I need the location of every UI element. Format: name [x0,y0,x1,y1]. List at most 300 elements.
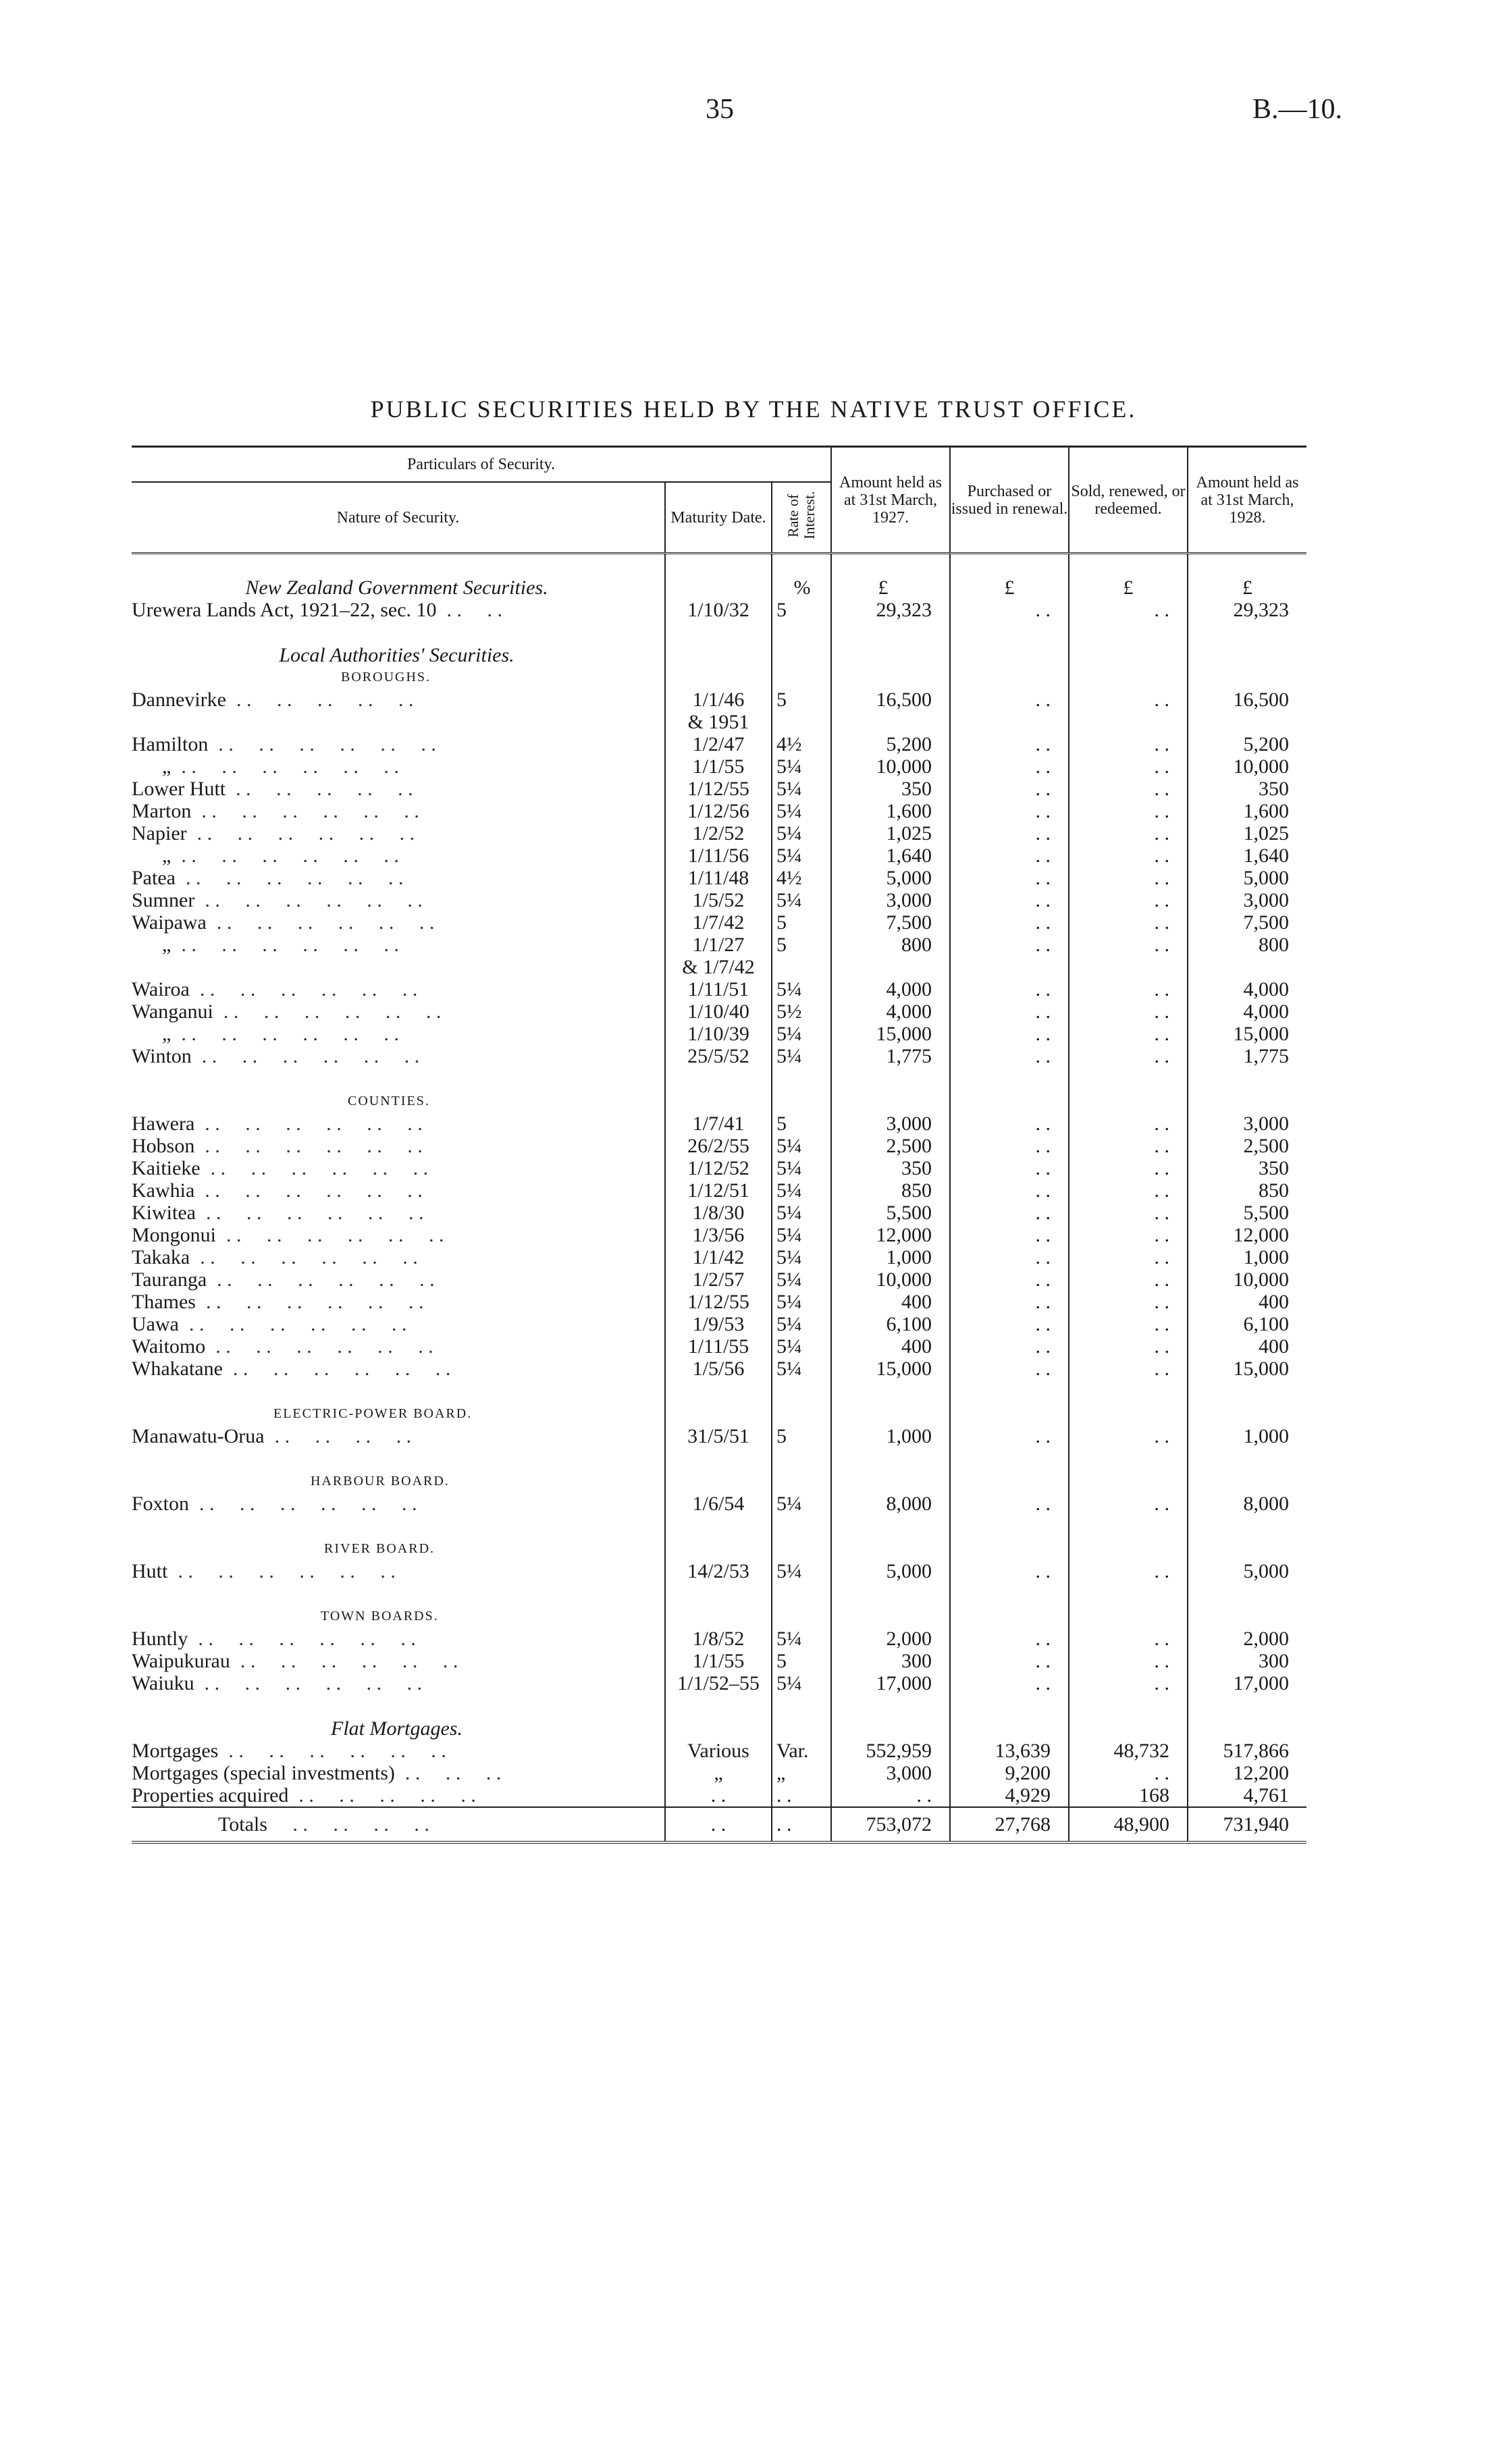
spacer-cell [831,1090,950,1113]
spacer-cell [1069,1515,1188,1538]
section-boroughs [132,666,1306,689]
row-purchased: . . [950,1313,1069,1335]
leader-dots: . . . . . . . . . . . . [198,1627,416,1650]
row-name [132,733,665,755]
header-held-1927: Amount held as at 31st March, 1927. [831,447,950,554]
row-purchased [950,956,1069,978]
row-purchased: . . [950,1179,1069,1202]
row-sold: . . [1069,911,1188,934]
spacer-cell [1188,1067,1306,1090]
row-held-1927: 1,775 [831,1045,950,1067]
spacer-cell [831,1515,950,1538]
row-sold: . . [1069,755,1188,778]
row-purchased: . . [950,1113,1069,1135]
row-held-1927: 2,000 [831,1628,950,1650]
row-held-1928: 300 [1259,1649,1289,1672]
row-label: Tauranga [132,1268,207,1291]
spacer-cell [950,1447,1069,1470]
row-held-1927: 4,000 [831,978,950,1000]
spacer-cell [1188,1380,1306,1403]
row-label: Waipukurau [132,1649,230,1672]
row-rate: 5¼ [772,1224,831,1246]
spacer-cell [1188,1403,1306,1425]
row-label: „ [132,1022,171,1045]
section-heading: BOROUGHS. [132,666,665,689]
row-name [132,1268,665,1291]
row-name [132,1179,665,1202]
row-held-1928: 850 [1259,1179,1289,1202]
row-maturity: 1/3/56 [665,1224,772,1246]
page-number: 35 [706,94,734,125]
table-row [132,1493,1306,1515]
row-purchased: . . [950,1335,1069,1358]
row-maturity: . . [665,1784,772,1807]
totals-rate: . . [772,1807,831,1842]
row-name [132,599,665,621]
row-maturity: 1/11/56 [665,845,772,867]
row-held-1927: 10,000 [831,1268,950,1291]
row-held-1928: 4,761 [1243,1784,1289,1806]
row-held-1928: 4,000 [1243,1000,1289,1023]
spacer-cell [1069,1717,1188,1740]
row-label: Sumner [132,888,195,911]
row-maturity: 1/5/56 [665,1358,772,1380]
section-heading: HARBOUR BOARD. [132,1470,665,1493]
leader-dots: . . . . . . . . . . . . [204,1671,423,1694]
spacer-cell [772,1605,831,1628]
row-name [132,800,665,822]
row-rate: 5 [772,911,831,934]
row-held-1927: 1,025 [831,822,950,845]
row-label: Urewera Lands Act, 1921–22, sec. 10 [132,598,437,621]
row-held-1927: 3,000 [831,889,950,911]
row-held-1927: 5,500 [831,1202,950,1224]
table-row [132,755,1306,778]
table-row [132,1291,1306,1313]
header-maturity: Maturity Date. [665,482,772,554]
spacer-cell [1188,1694,1306,1717]
spacer-cell [665,1447,772,1470]
row-label: Wanganui [132,1000,213,1023]
row-sold: . . [1069,1179,1188,1202]
spacer-row [132,1380,1306,1403]
row-name [132,1246,665,1268]
row-sold: . . [1069,1113,1188,1135]
header-held-1928: Amount held as at 31st March, 1928. [1188,447,1306,554]
spacer-cell [950,1582,1069,1605]
row-maturity: 1/2/47 [665,733,772,755]
row-label: Huntly [132,1627,188,1650]
row-sold: . . [1069,1650,1188,1672]
spacer-cell [831,1403,950,1425]
leader-dots: . . . . . . . . . . . . [232,1357,451,1380]
leader-dots: . . . . . . . . . . . . [226,1223,444,1246]
row-name [132,1023,665,1045]
row-held-1928: 5,200 [1243,732,1289,755]
row-maturity: 1/8/30 [665,1202,772,1224]
row-rate: 5¼ [772,1358,831,1380]
row-sold: . . [1069,1560,1188,1582]
spacer-cell [132,1582,665,1605]
row-name [132,889,665,911]
table-row [132,733,1306,755]
row-maturity: 1/9/53 [665,1313,772,1335]
row-label: Properties acquired [132,1784,289,1806]
row-purchased: . . [950,822,1069,845]
spacer-cell [831,1605,950,1628]
row-name [132,1784,665,1807]
row-sold: . . [1069,1313,1188,1335]
total-sold: 48,900 [1069,1807,1188,1842]
spacer-cell [950,1717,1069,1740]
unit-sold: £ [1069,577,1188,599]
section-heading: COUNTIES. [132,1090,665,1113]
leader-dots: . . . . . . . . . . . . [223,1000,442,1023]
row-held-1928: 5,500 [1243,1201,1289,1224]
row-label: Thames [132,1290,196,1313]
spacer-cell [772,1090,831,1113]
spacer-cell [1069,1694,1188,1717]
row-label: Hobson [132,1134,195,1157]
spacer-cell [1188,1090,1306,1113]
header-nature: Nature of Security. [132,482,665,554]
row-maturity: „ [665,1762,772,1784]
row-held-1927: 8,000 [831,1493,950,1515]
row-sold: . . [1069,1135,1188,1157]
spacer-cell [1188,1515,1306,1538]
row-sold: . . [1069,1493,1188,1515]
row-label: Lower Hutt [132,777,226,800]
spacer-cell [950,621,1069,644]
spacer-cell [665,1694,772,1717]
row-held-1928: 350 [1259,1156,1289,1179]
spacer-cell [132,1447,665,1470]
row-purchased: . . [950,755,1069,778]
unit-held-1927: £ [831,577,950,599]
section-heading: New Zealand Government Securities. [132,577,665,599]
spacer-cell [665,1470,772,1493]
table-row [132,1628,1306,1650]
spacer-cell [1069,666,1188,689]
row-held-1928: 1,000 [1243,1246,1289,1268]
header-rate-label: Rate of Interest. [785,491,818,540]
row-sold: . . [1069,778,1188,800]
row-held-1928: 400 [1259,1335,1289,1358]
spacer-cell [772,1515,831,1538]
row-label: Kiwitea [132,1201,196,1224]
row-label: Hutt [132,1559,168,1582]
row-purchased: . . [950,1268,1069,1291]
table-row [132,889,1306,911]
row-name [132,1135,665,1157]
row-label: Winton [132,1044,192,1067]
row-purchased: . . [950,599,1069,621]
row-rate: 5¼ [772,822,831,845]
row-rate: 5¼ [772,1291,831,1313]
row-held-1928: 17,000 [1233,1671,1289,1694]
row-name [132,1425,665,1447]
spacer-cell [772,1694,831,1717]
spacer-cell [1069,1605,1188,1628]
table-row [132,1560,1306,1582]
row-maturity: 1/10/40 [665,1000,772,1023]
row-label: Kaitieke [132,1156,201,1179]
spacer-cell [1188,1538,1306,1560]
table-row [132,1023,1306,1045]
row-name [132,978,665,1000]
row-rate: 5¼ [772,1560,831,1582]
table-row [132,1672,1306,1694]
row-sold: 168 [1069,1784,1188,1807]
spacer-cell [950,1538,1069,1560]
section-heading: Local Authorities' Securities. [132,644,665,666]
row-held-1928: 5,000 [1243,866,1289,889]
row-held-1927: 400 [831,1291,950,1313]
total-held-1927: 753,072 [831,1807,950,1842]
spacer-cell [1188,1447,1306,1470]
unit-rate: % [772,577,831,599]
row-held-1927: 2,500 [831,1135,950,1157]
leader-dots: . . . . . . . . . . . . [199,977,418,1000]
row-label: „ [132,844,171,867]
row-maturity: 1/1/55 [665,755,772,778]
row-name [132,1672,665,1694]
row-rate: 5¼ [772,1045,831,1067]
spacer-cell [950,1380,1069,1403]
totals-label [132,1807,665,1842]
spacer-row [132,1694,1306,1717]
row-held-1928: 7,500 [1243,911,1289,934]
row-purchased: . . [950,1202,1069,1224]
row-sold: . . [1069,1335,1188,1358]
section-heading: Flat Mortgages. [132,1717,665,1740]
row-maturity: 1/1/52–55 [665,1672,772,1694]
row-rate: 5¼ [772,1313,831,1335]
row-held-1927: 300 [831,1650,950,1672]
row-purchased: . . [950,778,1069,800]
row-held-1927: 1,000 [831,1246,950,1268]
spacer-cell [950,1515,1069,1538]
section-heading: RIVER BOARD. [132,1538,665,1560]
row-held-1928: 400 [1259,1290,1289,1313]
row-rate: 5½ [772,1000,831,1023]
leader-dots: . . . . . . . . . . . . [205,1290,424,1313]
spacer-cell [1188,644,1306,666]
row-sold: . . [1069,1291,1188,1313]
leader-dots: . . . . . . . . [292,1813,429,1836]
section-heading: TOWN BOARDS. [132,1605,665,1628]
table-row [132,978,1306,1000]
totals-maturity: . . [665,1807,772,1842]
spacer-cell [1069,1447,1188,1470]
row-name [132,778,665,800]
leader-dots: . . . . . . . . . . . . [196,822,415,845]
spacer-cell [1069,1582,1188,1605]
row-sold: . . [1069,1023,1188,1045]
row-held-1927: 350 [831,778,950,800]
row-sold [1069,956,1188,978]
row-name [132,1650,665,1672]
spacer-cell [1188,1717,1306,1740]
row-held-1928: 15,000 [1233,1357,1289,1380]
row-rate: 5¼ [772,755,831,778]
row-held-1928: 10,000 [1233,1268,1289,1291]
spacer-cell [665,621,772,644]
row-rate: 5¼ [772,889,831,911]
spacer-cell [831,1582,950,1605]
row-held-1928: 800 [1259,933,1289,956]
row-rate: 5¼ [772,1672,831,1694]
row-purchased: . . [950,1000,1069,1023]
row-maturity: 1/7/42 [665,911,772,934]
row-held-1928: 3,000 [1243,888,1289,911]
spacer-cell [1069,1067,1188,1090]
row-held-1927: 7,500 [831,911,950,934]
row-sold: . . [1069,1045,1188,1067]
row-sold: . . [1069,1762,1188,1784]
table-row [132,1358,1306,1380]
row-name [132,1358,665,1380]
row-held-1927: 4,000 [831,1000,950,1023]
row-purchased: 13,639 [950,1740,1069,1762]
row-name [132,1493,665,1515]
leader-dots: . . . . . . . . . . [236,777,413,800]
row-label: Kawhia [132,1179,195,1202]
leader-dots: . . . . . . . . [274,1424,412,1447]
leader-dots: . . . . . . . . . . . . [228,1739,446,1762]
section-counties [132,1090,1306,1113]
leader-dots: . . . . . . . . . . . . [199,1492,417,1515]
row-held-1928: 1,640 [1243,844,1289,867]
row-label: Hamilton [132,732,209,755]
row-rate [772,956,831,978]
row-held-1927: 3,000 [831,1762,950,1784]
row-purchased: . . [950,1493,1069,1515]
spacer-cell [665,1605,772,1628]
row-rate [772,711,831,733]
row-maturity: 1/2/52 [665,822,772,845]
row-rate: 5¼ [772,1335,831,1358]
row-maturity: 1/11/51 [665,978,772,1000]
row-purchased: . . [950,1291,1069,1313]
row-rate: 5¼ [772,800,831,822]
row-name [132,1202,665,1224]
row-rate: 5 [772,689,831,711]
spacer-cell [1069,644,1188,666]
leader-dots: . . . . . . [404,1761,502,1784]
row-held-1927: 1,640 [831,845,950,867]
row-label: Takaka [132,1246,190,1268]
spacer-cell [665,1717,772,1740]
section-electric-power-board [132,1403,1306,1425]
table-row [132,1179,1306,1202]
row-maturity: 1/12/52 [665,1157,772,1179]
table-row [132,911,1306,934]
section-flat-mortgages [132,1717,1306,1740]
row-maturity: 1/1/42 [665,1246,772,1268]
table-row [132,1313,1306,1335]
row-held-1927: 552,959 [831,1740,950,1762]
row-held-1927 [831,956,950,978]
row-sold: . . [1069,1358,1188,1380]
row-rate: 5¼ [772,1493,831,1515]
section-nz-govt [132,577,1306,599]
spacer-cell [950,1694,1069,1717]
leader-dots: . . . . [446,598,503,621]
row-maturity: 1/8/52 [665,1628,772,1650]
row-held-1927: 15,000 [831,1358,950,1380]
leader-dots: . . . . . . . . . . . . [240,1649,458,1672]
row-sold: . . [1069,978,1188,1000]
leader-dots: . . . . . . . . . . . . [181,755,399,778]
unit-purchased: £ [950,577,1069,599]
row-held-1928 [1188,711,1306,733]
spacer-cell [1069,1538,1188,1560]
leader-dots: . . . . . . . . . . [236,688,414,711]
spacer-cell [1188,1605,1306,1628]
row-rate: 5¼ [772,1179,831,1202]
row-label: Manawatu-Orua [132,1424,265,1447]
table-row [132,1335,1306,1358]
row-maturity: 1/5/52 [665,889,772,911]
row-purchased: . . [950,845,1069,867]
row-name [132,845,665,867]
row-held-1928: 10,000 [1233,755,1289,778]
spacer-row [132,621,1306,644]
row-label: Mortgages (special investments) [132,1761,395,1784]
row-maturity: 1/12/56 [665,800,772,822]
leader-dots: . . . . . . . . . . . . [205,888,423,911]
row-rate: 5 [772,1650,831,1672]
row-maturity: & 1951 [665,711,772,733]
spacer-cell [132,1694,665,1717]
header-sold: Sold, renewed, or redeemed. [1069,447,1188,554]
spacer-cell [1069,1380,1188,1403]
row-name [132,1560,665,1582]
spacer-cell [772,1403,831,1425]
row-rate: 5 [772,599,831,621]
row-held-1927: 850 [831,1179,950,1202]
row-label: Uawa [132,1312,179,1335]
row-held-1928: 15,000 [1233,1022,1289,1045]
row-maturity: 14/2/53 [665,1560,772,1582]
row-held-1927: 5,200 [831,733,950,755]
unit-held-1928: £ [1242,576,1252,599]
leader-dots: . . . . . . . . . . . . [205,1179,423,1202]
spacer-cell [665,1515,772,1538]
row-purchased: . . [950,1672,1069,1694]
row-rate: 5¼ [772,1628,831,1650]
total-held-1928: 731,940 [1188,1807,1306,1842]
spacer-cell [1188,621,1306,644]
leader-dots: . . . . . . . . . . . . [215,1335,433,1358]
table-row [132,599,1306,621]
spacer-cell [772,1717,831,1740]
spacer-cell [831,1470,950,1493]
spacer-cell [665,666,772,689]
table-row [132,711,1306,733]
row-purchased: . . [950,1628,1069,1650]
row-sold: . . [1069,800,1188,822]
row-held-1927: 400 [831,1335,950,1358]
spacer-cell [950,666,1069,689]
row-name [132,1045,665,1067]
row-maturity: 31/5/51 [665,1425,772,1447]
row-sold: . . [1069,1268,1188,1291]
document-reference: B.—10. [1252,94,1343,125]
spacer-cell [831,644,950,666]
spacer-cell [831,666,950,689]
